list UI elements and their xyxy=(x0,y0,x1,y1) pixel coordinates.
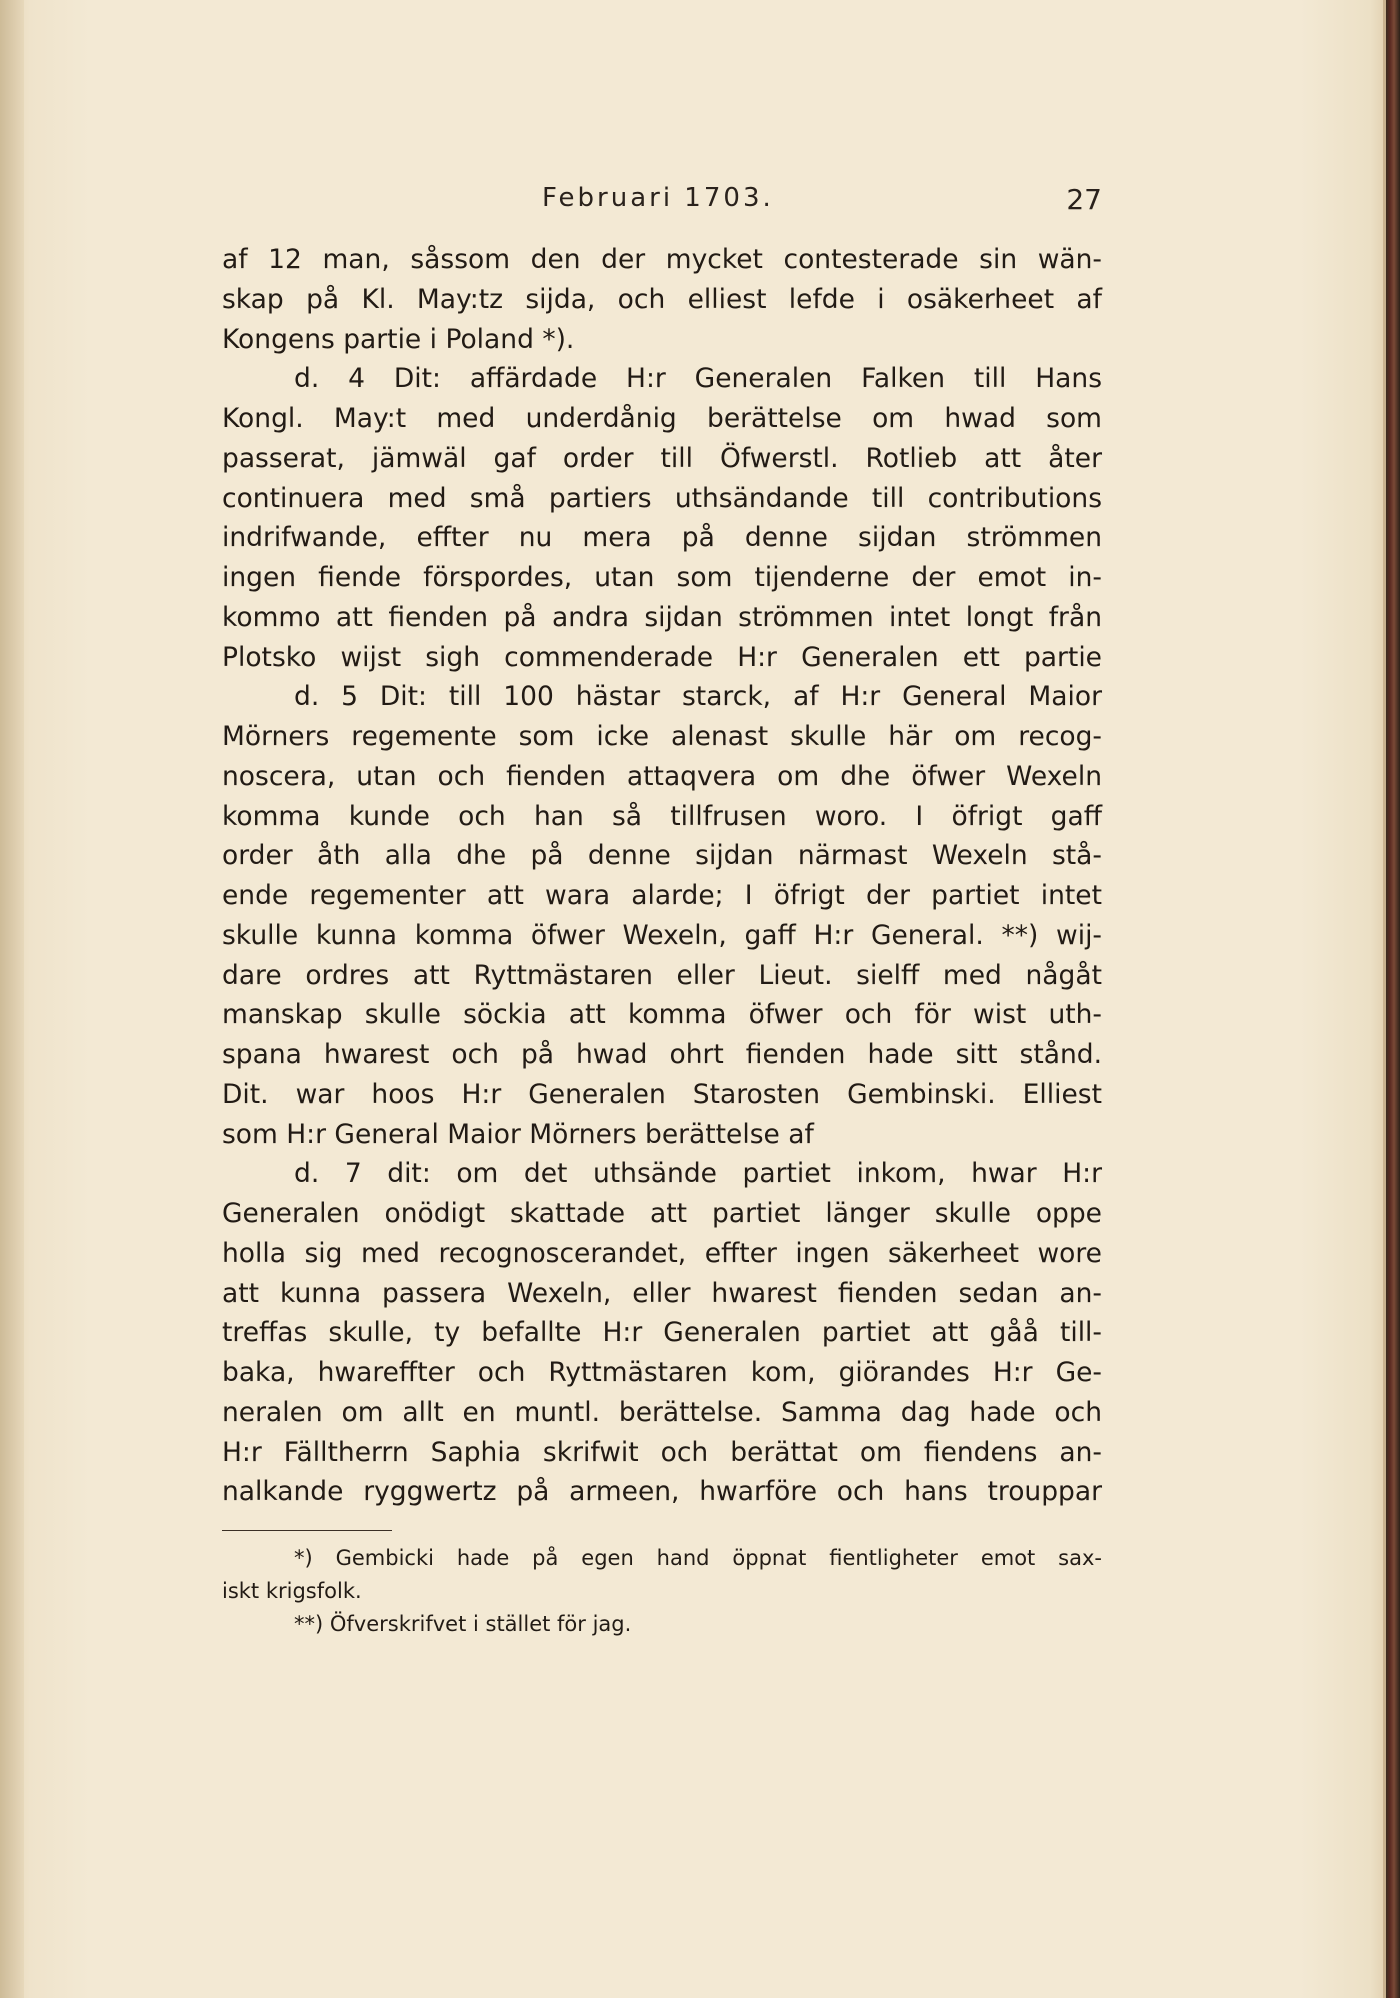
footnote-line: **) Öfverskrifvet i stället för jag. xyxy=(294,1612,632,1636)
page-header xyxy=(222,183,1102,223)
text-line: holla sig med recognoscerandet, effter ingen säkerheet wore xyxy=(222,1237,1102,1269)
text-line: order åth alla dhe på denne sijdan närmast Wexeln stå- xyxy=(222,840,1102,872)
text-line: noscera, utan och fienden attaqvera om dhe öfwer Wexeln xyxy=(222,760,1102,792)
text-line: H:r Fälltherrn Saphia skrifwit och berättat om fiendens an- xyxy=(222,1436,1102,1468)
text-line: som H:r General Maior Mörners berättelse af xyxy=(222,1118,814,1150)
main-text xyxy=(222,240,1102,1512)
book-cover-edge xyxy=(1386,0,1400,1998)
footnote-divider xyxy=(222,1530,392,1531)
text-line: skap på Kl. May:tz sijda, och elliest lefde i osäkerheet af xyxy=(222,283,1102,315)
footnote-line: *) Gembicki hade på egen hand öppnat fientligheter emot sax- xyxy=(294,1546,1102,1570)
text-line: spana hwarest och på hwad ohrt fienden hade sitt stånd. xyxy=(222,1039,1102,1070)
text-line: baka, hwareffter och Ryttmästaren kom, giörandes H:r Ge- xyxy=(222,1357,1102,1388)
text-line: passerat, jämwäl gaf order till Öfwerstl. Rotlieb att åter xyxy=(222,442,1102,474)
text-line: Kongl. May:t med underdånig berättelse om hwad som xyxy=(222,403,1102,434)
text-line: Plotsko wijst sigh commenderade H:r Generalen ett partie xyxy=(222,641,1102,673)
text-line: skulle kunna komma öfwer Wexeln, gaff H:r General. **) wij- xyxy=(222,919,1102,951)
footnotes xyxy=(222,1542,1102,1641)
text-line: manskap skulle söckia att komma öfwer och för wist uth- xyxy=(222,999,1102,1031)
text-line: att kunna passera Wexeln, eller hwarest fienden sedan an- xyxy=(222,1277,1102,1309)
text-line: nalkande ryggwertz på armeen, hwarföre och hans trouppar xyxy=(222,1476,1102,1508)
text-line: Dit. war hoos H:r Generalen Starosten Gembinski. Elliest xyxy=(222,1078,1102,1110)
text-line: d. 4 Dit: affärdade H:r Generalen Falken till Hans xyxy=(294,363,1102,395)
text-line: d. 5 Dit: till 100 hästar starck, af H:r General Maior xyxy=(294,681,1102,713)
text-line: Kongens partie i Poland *). xyxy=(222,323,575,355)
footnote-line: iskt krigsfolk. xyxy=(222,1579,362,1603)
text-line: continuera med små partiers uthsändande till contributions xyxy=(222,482,1102,514)
text-line: indrifwande, effter nu mera på denne sijdan strömmen xyxy=(222,522,1102,554)
text-line: dare ordres att Ryttmästaren eller Lieut. sielff med någåt xyxy=(222,959,1102,991)
text-line: neralen om allt en muntl. berättelse. Samma dag hade och xyxy=(222,1396,1102,1428)
page-number: 27 xyxy=(1066,183,1102,216)
running-title: Februari 1703. xyxy=(542,183,774,213)
text-line: treffas skulle, ty befallte H:r Generalen partiet att gåå till- xyxy=(222,1317,1102,1349)
text-line: af 12 man, såssom den der mycket contesterade sin wän- xyxy=(222,244,1102,275)
page-gutter xyxy=(0,0,24,1998)
text-line: kommo att fienden på andra sijdan strömmen intet longt från xyxy=(222,601,1102,633)
text-line: Generalen onödigt skattade att partiet länger skulle oppe xyxy=(222,1198,1102,1229)
text-line: ende regementer att wara alarde; I öfrigt der partiet intet xyxy=(222,880,1102,911)
text-line: komma kunde och han så tillfrusen woro. I öfrigt gaff xyxy=(222,800,1102,832)
text-line: d. 7 dit: om det uthsände partiet inkom, hwar H:r xyxy=(294,1158,1102,1190)
text-line: Mörners regemente som icke alenast skulle här om recog- xyxy=(222,721,1102,752)
text-line: ingen fiende förspordes, utan som tijenderne der emot in- xyxy=(222,562,1102,593)
